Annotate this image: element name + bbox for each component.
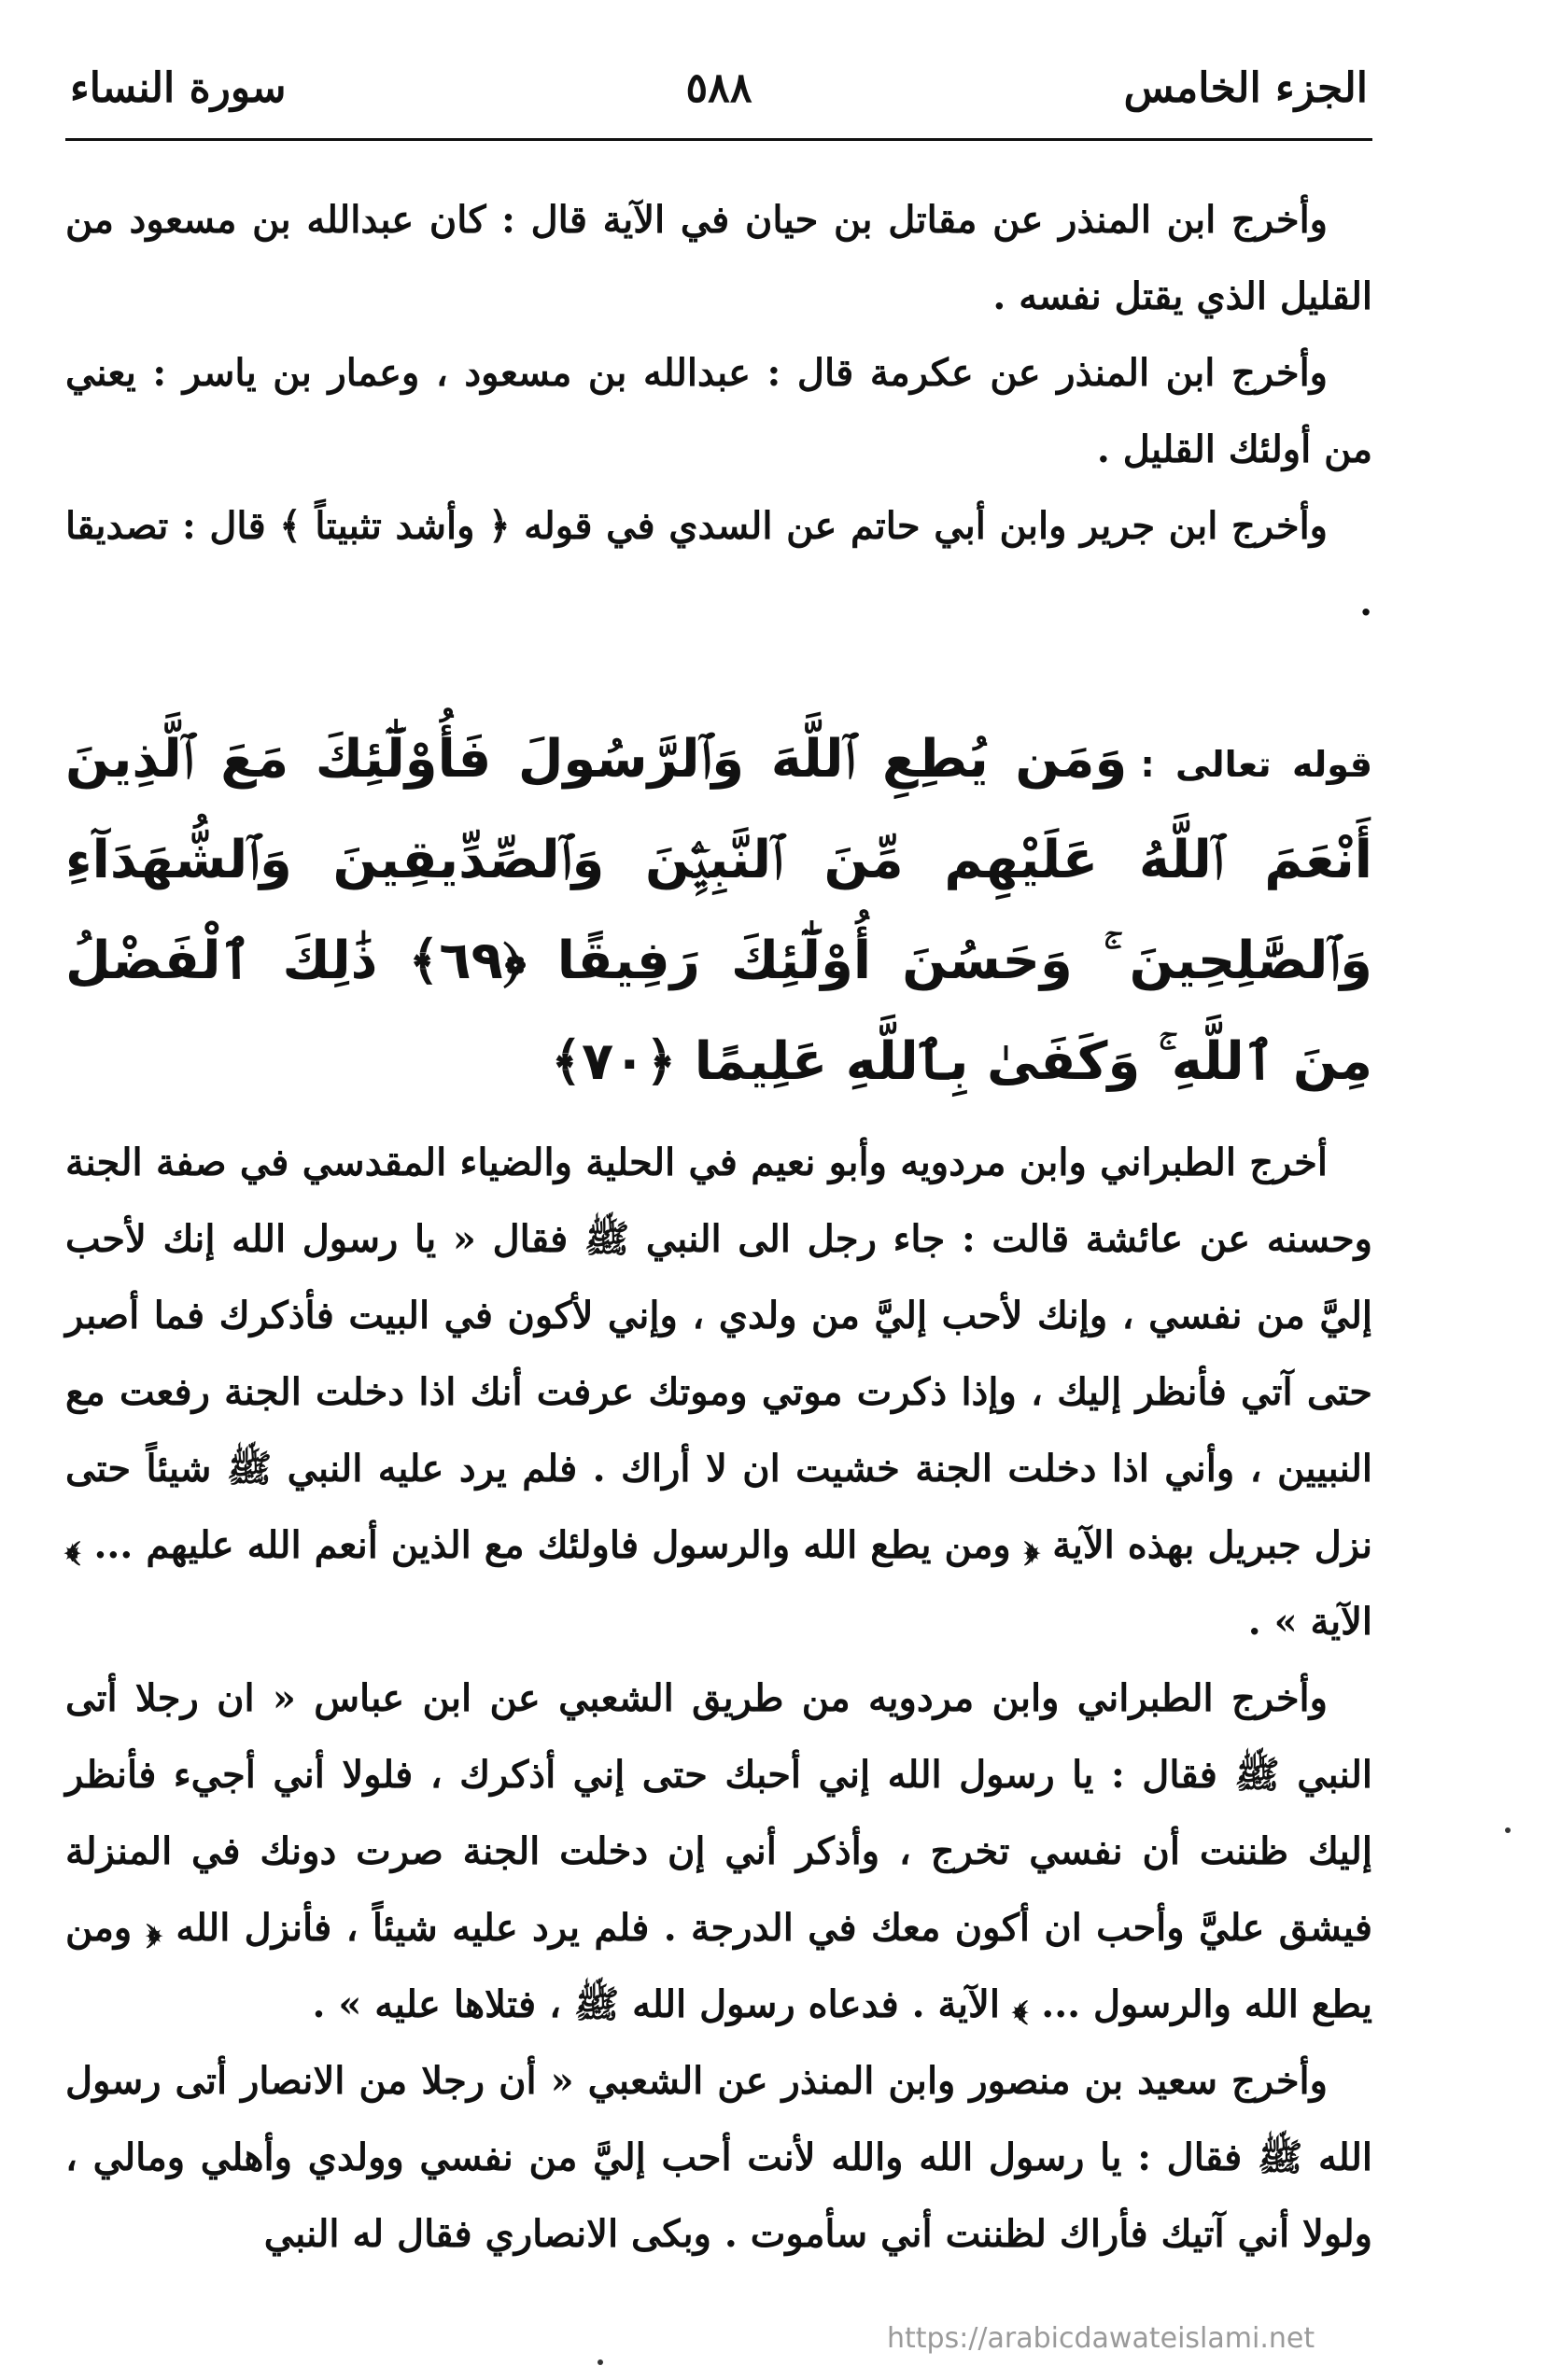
paragraph-ikrima: وأخرج ابن المنذر عن عكرمة قال : عبدالله بن مسعود ، وعمار بن ياسر : يعني من أولئك القليل .	[65, 351, 1372, 471]
verse-intro: قوله تعالى :	[1140, 744, 1373, 785]
running-header	[65, 56, 1372, 131]
scan-speck	[598, 2359, 603, 2365]
paragraph-muqatil: وأخرج ابن المنذر عن مقاتل بن حيان في الآية قال : كان عبدالله بن مسعود من القليل الذي يقتل نفسه .	[65, 198, 1372, 318]
paragraph-suddi: وأخرج ابن جرير وابن أبي حاتم عن السدي في قوله ﴿ وأشد تثبيتاً ﴾ قال : تصديقا .	[65, 504, 1372, 624]
commentary-bottom	[65, 1125, 1372, 2273]
book-page	[65, 37, 1372, 2343]
surah-title: سورة النساء	[70, 64, 287, 112]
paragraph-aisha: أخرج الطبراني وابن مردويه وأبو نعيم في الحلية والضياء المقدسي في صفة الجنة وحسنه عن عائشة قالت : جاء رجل الى النبي ﷺ فقال « يا رسول الله إنك لأحب إليَّ من نفسي ، وإنك لأحب إليَّ من ولدي ، وإني لأكون في البيت فأذكرك فما أصبر حتى آتي فأنظر إليك ، وإذا ذكرت موتي وموتك عرفت أنك اذا دخلت الجنة رفعت مع النبيين ، وأني اذا دخلت الجنة خشيت ان لا أراك . فلم يرد عليه النبي ﷺ شيئاً حتى نزل جبريل بهذه الآية ﴿ ومن يطع الله والرسول فاولئك مع الذين أنعم الله عليهم ... ﴾ الآية » .	[65, 1141, 1372, 1644]
website-watermark: https://arabicdawateislami.net	[887, 2322, 1315, 2355]
page-number: ٥٨٨	[685, 64, 752, 112]
scan-speck	[1505, 1827, 1511, 1833]
paragraph-shaabi: وأخرج سعيد بن منصور وابن المنذر عن الشعبي « أن رجلا من الانصار أتى رسول الله ﷺ فقال : يا رسول الله والله لأنت أحب إليَّ من نفسي وولدي وأهلي ومالي ، ولولا أني آتيك فأراك لظننت أني سأموت . وبكى الانصاري فقال له النبي	[65, 2059, 1372, 2256]
quran-verse-block	[65, 709, 1372, 1113]
commentary-top	[65, 182, 1372, 641]
juz-title: الجزء الخامس	[1123, 64, 1368, 112]
paragraph-ibn-abbas: وأخرج الطبراني وابن مردويه من طريق الشعبي عن ابن عباس « ان رجلا أتى النبي ﷺ فقال : يا رسول الله إني أحبك حتى إني أذكرك ، فلولا أني أجيء فأنظر إليك ظننت أن نفسي تخرج ، وأذكر أني إن دخلت الجنة صرت دونك في المنزلة فيشق عليَّ وأحب ان أكون معك في الدرجة . فلم يرد عليه شيئاً ، فأنزل الله ﴿ ومن يطع الله والرسول ... ﴾ الآية . فدعاه رسول الله ﷺ ، فتلاها عليه » .	[65, 1676, 1372, 2026]
header-rule	[65, 138, 1372, 141]
quran-verse-text: وَمَن يُطِعِ ٱللَّهَ وَٱلرَّسُولَ فَأُوْلَٰٓئِكَ مَعَ ٱلَّذِينَ أَنْعَمَ ٱللَّهُ عَلَيْهِم مِّنَ ٱلنَّبِيِّۧنَ وَٱلصِّدِّيقِينَ وَٱلشُّهَدَآءِ وَٱلصَّٰلِحِينَ ۚ وَحَسُنَ أُوْلَٰٓئِكَ رَفِيقًا ﴿٦٩﴾ ذَٰلِكَ ٱلْفَضْلُ مِنَ ٱللَّهِ ۚ وَكَفَىٰ بِٱللَّهِ عَلِيمًا ﴿٧٠﴾	[65, 729, 1372, 1092]
